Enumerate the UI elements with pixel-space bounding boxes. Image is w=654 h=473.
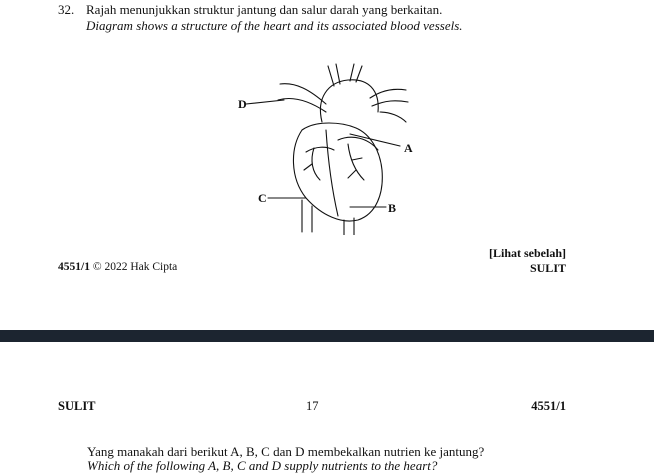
footer-classification: SULIT (529, 261, 566, 275)
question-text-english: Diagram shows a structure of the heart and its associated blood vessels. (86, 18, 463, 33)
heart-diagram (230, 60, 430, 235)
aortic-branch-3 (350, 64, 354, 81)
label-a: A (404, 141, 413, 155)
aortic-arch (320, 80, 378, 122)
aortic-branch-4 (356, 66, 362, 82)
turn-over-note: [Lihat sebelah] (488, 246, 566, 260)
heart-septum (326, 130, 338, 216)
question-stem (86, 2, 463, 34)
coronary-left (348, 144, 364, 180)
next-question-malay: Yang manakah dari berikut A, B, C dan D membekalkan nutrien ke jantung? (87, 444, 485, 459)
page-divider (0, 330, 654, 342)
leader-line-d (246, 100, 284, 104)
coronary-right (312, 148, 320, 180)
left-vessel-lower (278, 99, 326, 113)
exam-page-lower (0, 342, 654, 471)
header-page-number: 17 (306, 399, 319, 413)
next-question (87, 445, 484, 473)
header-code: 4551/1 (531, 399, 566, 413)
coronary-left-branch-2 (348, 170, 356, 178)
page-footer-left (58, 261, 177, 273)
question-text-malay: Rajah menunjukkan struktur jantung dan salur darah yang berkaitan. (86, 2, 443, 17)
aortic-branch-1 (328, 66, 334, 86)
coronary-left-branch-1 (352, 158, 362, 160)
question-number: 32. (58, 2, 75, 17)
atrium-line (306, 147, 334, 152)
label-b: B (388, 201, 397, 215)
label-c: C (258, 191, 267, 205)
coronary-right-branch (304, 164, 312, 170)
aortic-branch-2 (336, 64, 340, 84)
label-d: D (238, 97, 247, 111)
heart-outline (293, 123, 382, 221)
leader-line-a (350, 134, 400, 146)
next-question-english: Which of the following A, B, C and D supply nutrients to the heart? (87, 458, 438, 473)
footer-code: 4551/1 (58, 261, 90, 273)
right-vessel-branch (380, 112, 406, 122)
header-classification: SULIT (58, 399, 96, 413)
footer-copyright: © 2022 Hak Cipta (92, 261, 178, 273)
